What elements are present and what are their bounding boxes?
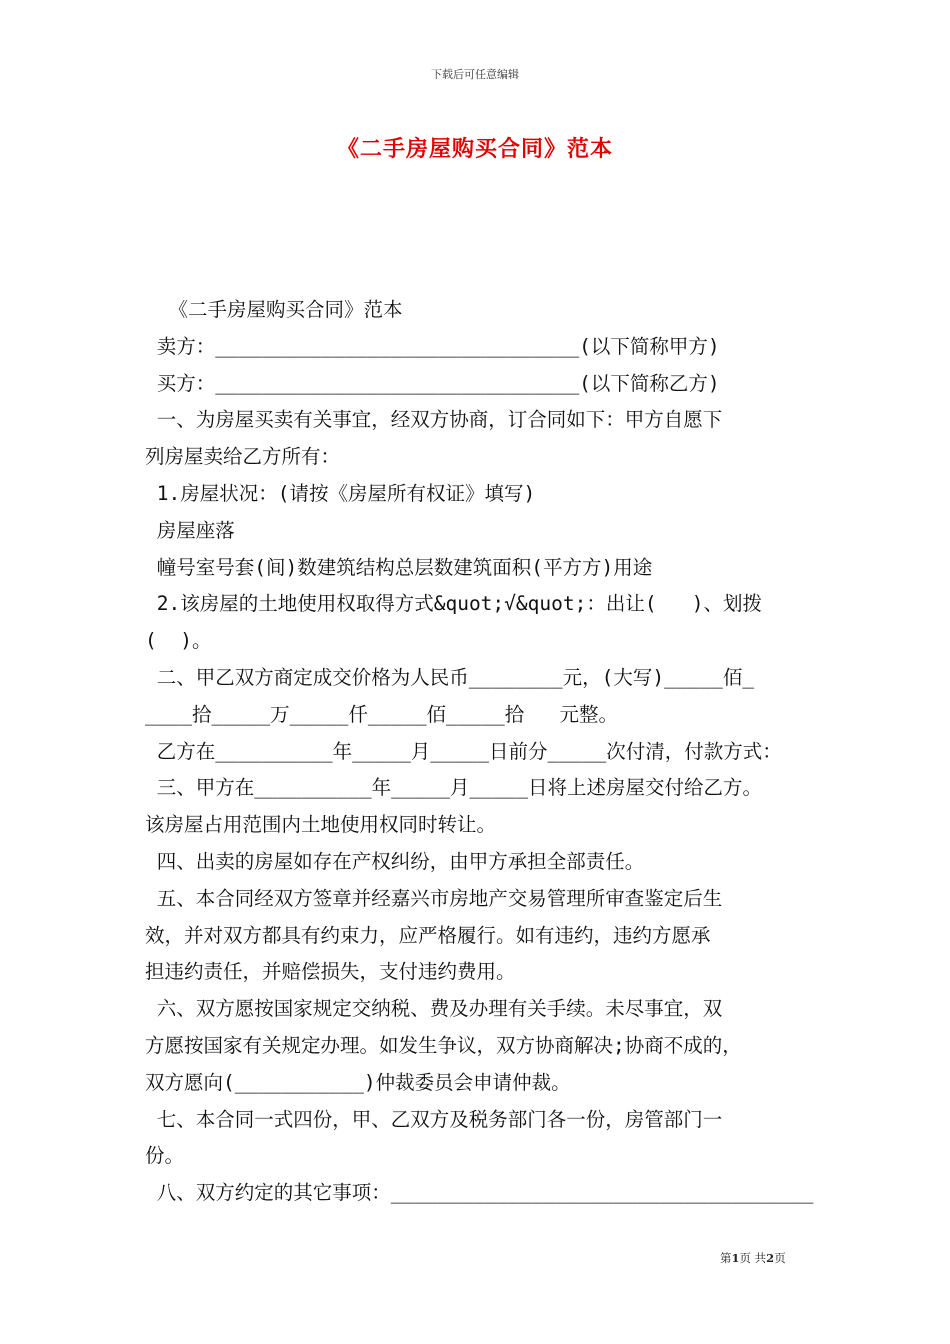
contract-body [145,292,815,1212]
clause-6-line: 方愿按国家有关规定办理。如发生争议，双方协商解决;协商不成的， [145,1033,742,1057]
payment-line: 乙方在__________年_____月_____日前分_____次付清，付款方式： [145,739,782,763]
footer-suffix: 页 [774,1251,786,1265]
clause-5-line: 担违约责任，并赔偿损失，支付违约费用。 [145,960,516,984]
house-status-line: 1.房屋状况：(请按《房屋所有权证》填写) [145,481,536,505]
clause-7-line: 七、本合同一式四份，甲、乙双方及税务部门各一份，房管部门一 [145,1107,723,1131]
clause-2-line: ____拾_____万_____仟_____佰_____拾 元整。 [145,702,618,726]
document-title: 《二手房屋购买合同》范本 [336,137,613,162]
house-location-line: 房屋座落 [145,518,235,542]
current-page-number: 1 [731,1251,740,1265]
house-details-line: 幢号室号套(间)数建筑结构总层数建筑面积(平方方)用途 [145,555,653,579]
clause-7-line: 份。 [145,1144,185,1168]
clause-8-line: 八、双方约定的其它事项：____________________________________ [145,1181,814,1205]
clause-1-line: 一、为房屋买卖有关事宜，经双方协商，订合同如下：甲方自愿下 [145,408,723,432]
land-use-line: 2.该房屋的土地使用权取得方式&quot;√&quot;：出让( )、划拨 [145,592,763,616]
clause-2-line: 二、甲乙双方商定成交价格为人民币________元，(大写)_____佰_ [145,665,755,689]
clause-5-line: 五、本合同经双方签章并经嘉兴市房地产交易管理所审查鉴定后生 [145,886,723,910]
seller-line: 卖方：_______________________________(以下简称甲方) [145,334,720,358]
clause-1-line: 列房屋卖给乙方所有： [145,445,341,469]
total-page-count: 2 [766,1251,775,1265]
buyer-line: 买方：_______________________________(以下简称乙方) [145,371,720,395]
clause-3-line: 该房屋占用范围内土地使用权同时转让。 [145,813,497,837]
clause-5-line: 效，并对双方都具有约束力，应严格履行。如有违约，违约方愿承 [145,923,711,947]
clause-4-line: 四、出卖的房屋如存在产权纠纷，由甲方承担全部责任。 [145,849,645,873]
land-use-line: ( )。 [145,629,212,653]
footer-middle: 页 共 [739,1251,767,1265]
clause-6-line: 六、双方愿按国家规定交纳税、费及办理有关手续。未尽事宜，双 [145,997,723,1021]
body-line: 《二手房屋购买合同》范本 [145,298,403,321]
clause-6-line: 双方愿向(___________)仲裁委员会申请仲裁。 [145,1070,571,1094]
clause-3-line: 三、甲方在__________年_____月_____日将上述房屋交付给乙方。 [145,776,763,800]
header-note: 下载后可任意编辑 [431,68,519,81]
footer-prefix: 第 [720,1251,732,1265]
page-footer [720,1250,820,1266]
